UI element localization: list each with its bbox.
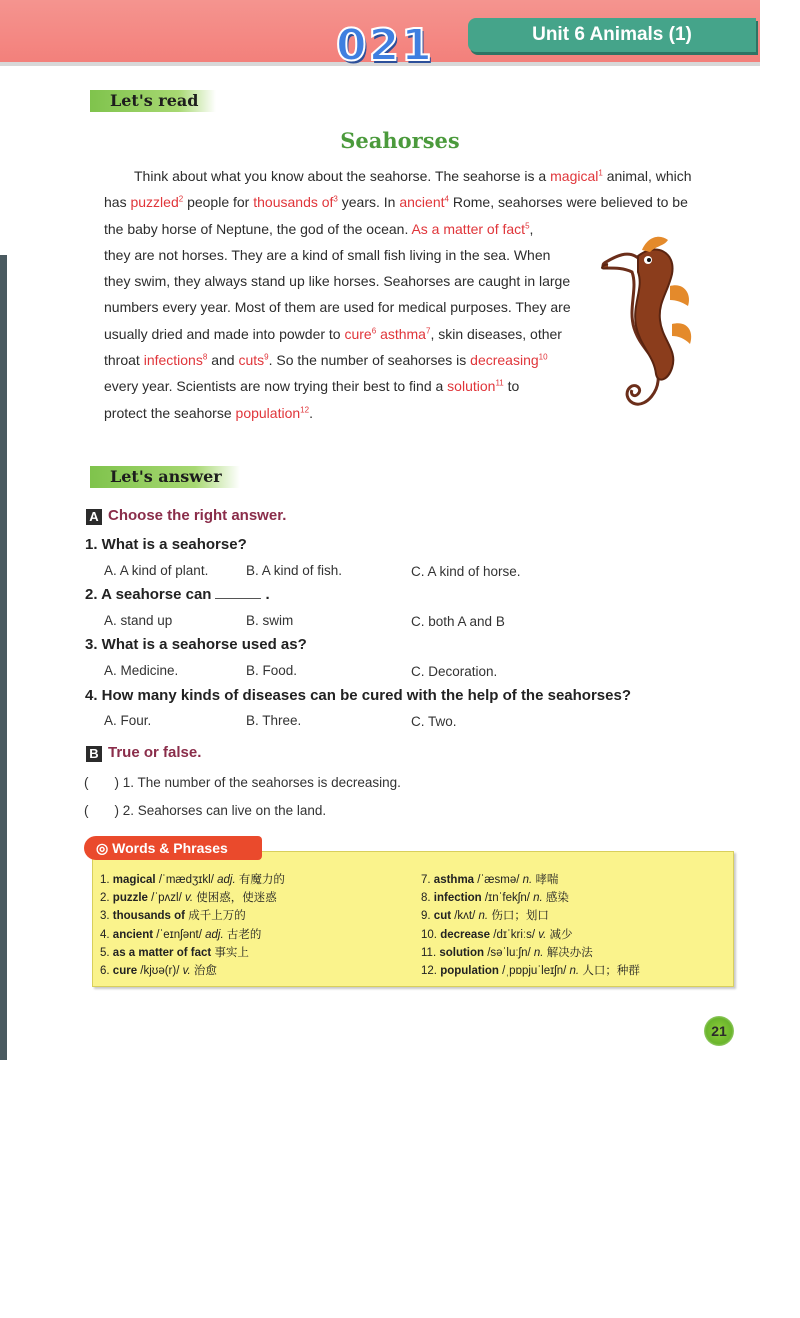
entry-number: 2.: [100, 892, 113, 905]
tf-statement: 1. The number of the seahorses is decreasing.: [122, 775, 401, 790]
passage-text-segment: to: [503, 378, 520, 395]
entry-meaning: 伤口；划口: [491, 910, 549, 923]
entry-meaning: 成千上万的: [188, 910, 246, 923]
entry-number: 9.: [421, 910, 434, 923]
footnote-index: 9: [264, 352, 269, 362]
q3-option-c: C. Decoration.: [411, 664, 498, 679]
entry-word: thousands of: [112, 910, 185, 923]
lets-answer-tag: Let's answer: [90, 466, 240, 488]
entry-word: ancient: [112, 928, 154, 941]
passage-text-segment: years. In: [337, 194, 400, 211]
vocabulary-entry: [421, 962, 640, 978]
entry-pos: adj.: [217, 874, 239, 886]
footnote-index: 6: [371, 326, 377, 336]
footnote-index: 12: [300, 405, 310, 415]
passage-text-segment: the baby horse of Neptune, the god of the ocean.: [104, 220, 412, 237]
footnote-index: 11: [495, 378, 504, 388]
vocabulary-word: population: [235, 404, 301, 421]
entry-word: cut: [433, 910, 452, 923]
footnote-index: 2: [178, 194, 184, 204]
entry-number: 11.: [421, 946, 440, 959]
vocabulary-entry: [421, 889, 569, 905]
question-1: 1. What is a seahorse?: [85, 536, 247, 553]
tf-paren-open: (: [84, 775, 89, 790]
tf-paren-open: (: [84, 803, 89, 818]
passage-text-segment: they are not horses. They are a kind of small fish living in the sea. When: [104, 246, 551, 263]
tf-item-1: [84, 775, 401, 790]
entry-pos: n.: [533, 892, 546, 905]
lets-read-tag: Let's read: [90, 90, 216, 112]
section-a-badge: A: [86, 509, 102, 525]
entry-phonetic: /ɪnˈfekʃn/: [481, 892, 534, 905]
vocabulary-word: cuts: [238, 352, 265, 369]
entry-pos: n.: [533, 946, 547, 959]
entry-number: 1.: [100, 874, 113, 886]
passage-text-segment: , skin diseases, other: [430, 325, 562, 342]
section-b-badge: B: [86, 746, 102, 762]
entry-meaning: 事实上: [214, 946, 249, 959]
entry-phonetic: /ˌpɒpjuˈleɪʃn/: [498, 965, 570, 977]
entry-phonetic: /kjʊə(r)/: [137, 965, 183, 977]
entry-pos: v.: [185, 892, 197, 905]
vocabulary-entry: [421, 871, 558, 887]
entry-pos: n.: [522, 874, 536, 886]
question-2: [85, 586, 270, 603]
entry-number: 8.: [421, 892, 434, 905]
entry-phonetic: /dɪˈkriːs/: [490, 928, 539, 941]
passage-title: Seahorses: [340, 128, 460, 153]
vocabulary-word: ancient: [399, 194, 445, 211]
entry-meaning: 古老的: [226, 928, 262, 941]
entry-phonetic: /kʌt/: [451, 910, 479, 923]
tf-paren-close: ): [114, 803, 119, 818]
entry-number: 5.: [100, 946, 113, 959]
entry-word: magical: [112, 874, 156, 886]
entry-word: as a matter of fact: [112, 946, 212, 959]
vocabulary-entry: [100, 944, 249, 960]
entry-meaning: 感染: [545, 892, 569, 905]
section-b-title: True or false.: [108, 744, 202, 761]
entry-meaning: 使困惑，使迷惑: [196, 892, 277, 905]
entry-number: 6.: [100, 965, 113, 977]
footnote-index: 4: [444, 194, 449, 204]
passage-text-segment: every year. Scientists are now trying their best to find a: [104, 378, 448, 395]
passage-text-segment: ,: [529, 220, 534, 237]
q4-option-a: A. Four.: [104, 713, 152, 728]
passage-text-segment: Think about what you know about the seahorse. The seahorse is a: [134, 168, 551, 184]
entry-word: cure: [112, 965, 138, 977]
entry-phonetic: /səˈluːʃn/: [484, 946, 534, 959]
tf-item-2: [84, 803, 326, 818]
page-edge: [0, 255, 7, 1060]
entry-word: infection: [433, 892, 482, 905]
q3-option-b: B. Food.: [246, 663, 298, 678]
vocabulary-word: asthma: [380, 325, 426, 342]
entry-pos: v.: [182, 965, 194, 977]
q2-option-b: B. swim: [246, 613, 294, 628]
q1-option-c: C. A kind of horse.: [411, 564, 521, 579]
vocabulary-entry: [421, 907, 549, 923]
passage-text-segment: throat: [104, 352, 144, 369]
passage-text-segment: . So the number of seahorses is: [268, 352, 471, 369]
q4-option-b: B. Three.: [246, 713, 302, 728]
section-a-title: Choose the right answer.: [108, 507, 287, 524]
entry-meaning: 哮喘: [535, 874, 559, 886]
passage-text-segment: they swim, they always stand up like horses. Seahorses are caught in large: [104, 273, 571, 290]
question-2-end: .: [265, 586, 270, 603]
vocabulary-word: thousands of: [253, 194, 334, 211]
section-b-heading: [86, 744, 201, 762]
passage-text-segment: people for: [183, 194, 254, 211]
footnote-index: 5: [525, 220, 530, 230]
unit-title: Unit 6 Animals (1): [468, 18, 756, 52]
vocabulary-word: puzzled: [130, 194, 179, 211]
entry-pos: n.: [478, 910, 492, 923]
q2-option-a: A. stand up: [104, 613, 173, 628]
passage-text-segment: animal, which: [602, 168, 692, 184]
entry-phonetic: /ˈmædʒɪkl/: [155, 874, 218, 886]
q2-option-c: C. both A and B: [411, 614, 505, 629]
q4-option-c: C. Two.: [411, 714, 457, 729]
passage-text-segment: protect the seahorse: [104, 404, 236, 421]
passage-line: [104, 189, 720, 215]
vocabulary-word: magical: [550, 168, 599, 184]
footnote-index: 8: [202, 352, 208, 362]
entry-word: asthma: [433, 874, 475, 886]
vocabulary-entry: [100, 962, 217, 978]
question-3: 3. What is a seahorse used as?: [85, 636, 307, 653]
entry-phonetic: /ˈeɪnʃənt/: [153, 928, 206, 941]
entry-meaning: 治愈: [193, 965, 217, 977]
entry-meaning: 解决办法: [546, 946, 593, 959]
q1-option-a: A. A kind of plant.: [104, 563, 209, 578]
words-phrases-tab: ◎ Words & Phrases: [84, 836, 262, 860]
entry-meaning: 有魔力的: [238, 874, 285, 886]
entry-word: decrease: [440, 928, 491, 941]
footnote-index: 1: [598, 168, 603, 178]
entry-phonetic: /ˈæsmə/: [474, 874, 523, 886]
section-a-heading: [86, 507, 286, 525]
entry-word: solution: [439, 946, 485, 959]
vocabulary-entry: [100, 871, 285, 887]
footnote-index: 10: [538, 352, 548, 362]
entry-number: 10.: [421, 928, 441, 941]
entry-number: 7.: [421, 874, 434, 886]
vocabulary-entry: [100, 926, 261, 942]
entry-number: 12.: [421, 965, 441, 977]
question-2-text: 2. A seahorse can: [85, 586, 212, 603]
tf-statement: 2. Seahorses can live on the land.: [122, 803, 327, 818]
passage-text-segment: has: [104, 194, 131, 211]
question-4: 4. How many kinds of diseases can be cured with the help of the seahorses?: [85, 687, 631, 704]
entry-word: puzzle: [112, 892, 148, 905]
vocabulary-entry: [100, 889, 277, 905]
passage-text-segment: Rome, seahorses were believed to be: [448, 194, 688, 211]
entry-phonetic: /ˈpʌzl/: [147, 892, 185, 905]
entry-word: population: [440, 965, 499, 977]
entry-number: 3.: [100, 910, 113, 923]
passage-text-segment: numbers every year. Most of them are used for medical purposes. They are: [104, 299, 571, 316]
tf-paren-close: ): [114, 775, 119, 790]
vocabulary-word: decreasing: [470, 352, 539, 369]
passage-text-segment: .: [309, 404, 313, 421]
entry-pos: adj.: [205, 928, 227, 941]
q3-option-a: A. Medicine.: [104, 663, 179, 678]
passage-text-segment: and: [207, 352, 239, 369]
entry-meaning: 人口；种群: [582, 965, 640, 977]
vocabulary-word: solution: [447, 378, 496, 395]
entry-meaning: 减少: [549, 928, 573, 941]
vocabulary-word: infections: [143, 352, 203, 369]
seahorse-illustration: [598, 228, 718, 418]
vocabulary-entry: [421, 926, 573, 942]
passage-text-segment: usually dried and made into powder to: [104, 325, 345, 342]
passage-line: [104, 163, 720, 189]
vocabulary-entry: [421, 944, 593, 960]
page-number: 021: [336, 20, 434, 71]
page-number-badge: 21: [704, 1016, 734, 1046]
entry-pos: n.: [569, 965, 583, 977]
footnote-index: 7: [425, 326, 431, 336]
answer-blank[interactable]: [215, 586, 261, 599]
q1-option-b: B. A kind of fish.: [246, 563, 343, 578]
vocabulary-word: cure: [344, 325, 372, 342]
vocabulary-entry: [100, 907, 246, 923]
entry-number: 4.: [100, 928, 113, 941]
vocabulary-word: As a matter of fact: [411, 220, 526, 237]
footnote-index: 3: [333, 194, 338, 204]
entry-pos: v.: [538, 928, 550, 941]
